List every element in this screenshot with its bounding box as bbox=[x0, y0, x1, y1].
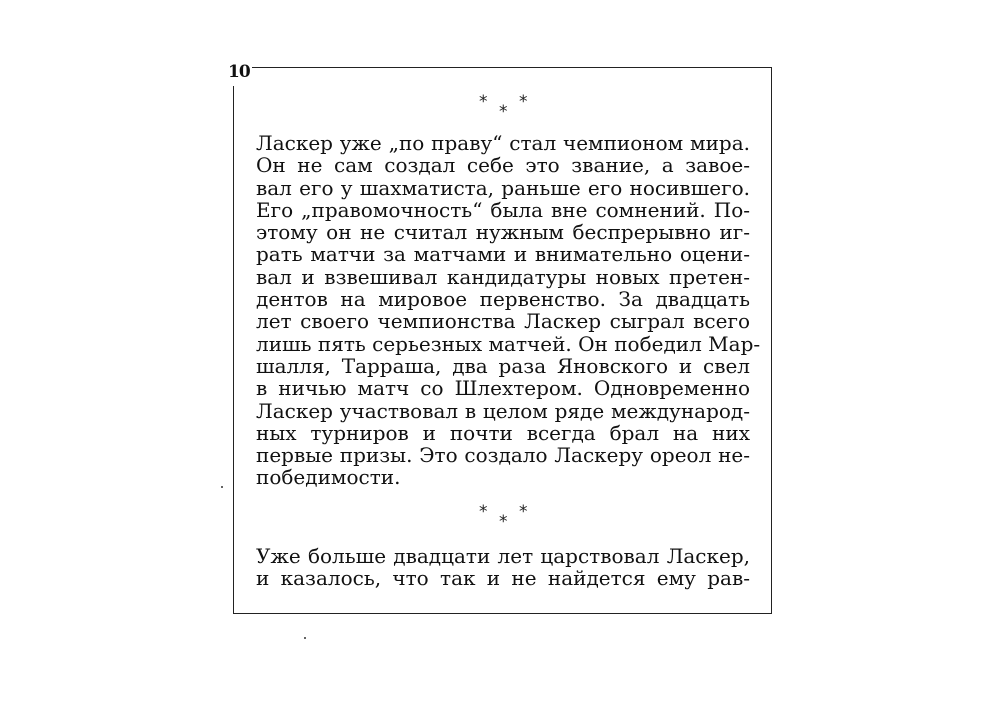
text-line: и казалось, что так и не найдется ему рав- bbox=[256, 566, 750, 591]
paragraph-1 bbox=[256, 131, 761, 490]
asterisk-middle: * bbox=[499, 102, 508, 122]
asterisk-right: * bbox=[519, 92, 528, 112]
text-line: вал и взвешивал кандидатуры новых претен- bbox=[256, 264, 750, 289]
asterisk-left: * bbox=[479, 92, 488, 112]
page-number: 10 bbox=[228, 62, 250, 82]
text-line: рать матчи за матчами и внимательно оцени- bbox=[256, 242, 750, 267]
scan-speck bbox=[221, 486, 223, 488]
text-line: Он не сам создал себе это звание, а завое- bbox=[256, 153, 750, 178]
text-line: ных турниров и почти всегда брал на них bbox=[256, 420, 750, 445]
paragraph-2 bbox=[256, 545, 750, 590]
asterisk-right: * bbox=[519, 502, 528, 522]
asterisk-left: * bbox=[479, 502, 488, 522]
section-asterism-bottom bbox=[475, 502, 535, 532]
frame-bottom-rule bbox=[233, 613, 772, 614]
text-line: вал его у шахматиста, раньше его носившего. bbox=[256, 175, 750, 200]
text-line: этому он не считал нужным беспрерывно иг- bbox=[256, 220, 750, 245]
text-line: победимости. bbox=[256, 465, 401, 490]
text-line: первые призы. Это создало Ласкеру ореол не- bbox=[256, 443, 750, 468]
text-line: Уже больше двадцати лет царствовал Ласкер, bbox=[256, 544, 750, 568]
frame-right-rule bbox=[771, 67, 772, 613]
text-line: дентов на мировое первенство. За двадцать bbox=[256, 287, 750, 312]
text-line: шалля, Тарраша, два раза Яновского и свел bbox=[256, 353, 750, 378]
text-line: лишь пять серьезных матчей. Он победил Мар- bbox=[256, 331, 761, 356]
frame-top-rule bbox=[252, 67, 772, 68]
text-line: лет своего чемпионства Ласкер сыграл всего bbox=[256, 309, 750, 334]
section-asterism-top bbox=[475, 92, 535, 122]
asterisk-middle: * bbox=[499, 512, 508, 532]
text-line: Ласкер уже „по праву“ стал чемпионом мира. bbox=[256, 131, 750, 155]
text-line: Ласкер участвовал в целом ряде международ- bbox=[256, 398, 750, 423]
text-line: в ничью матч со Шлехтером. Одновременно bbox=[256, 376, 750, 401]
text-line: Его „правомочность“ была вне сомнений. По- bbox=[256, 197, 750, 222]
frame-left-rule bbox=[233, 86, 234, 613]
scan-speck bbox=[304, 637, 306, 639]
